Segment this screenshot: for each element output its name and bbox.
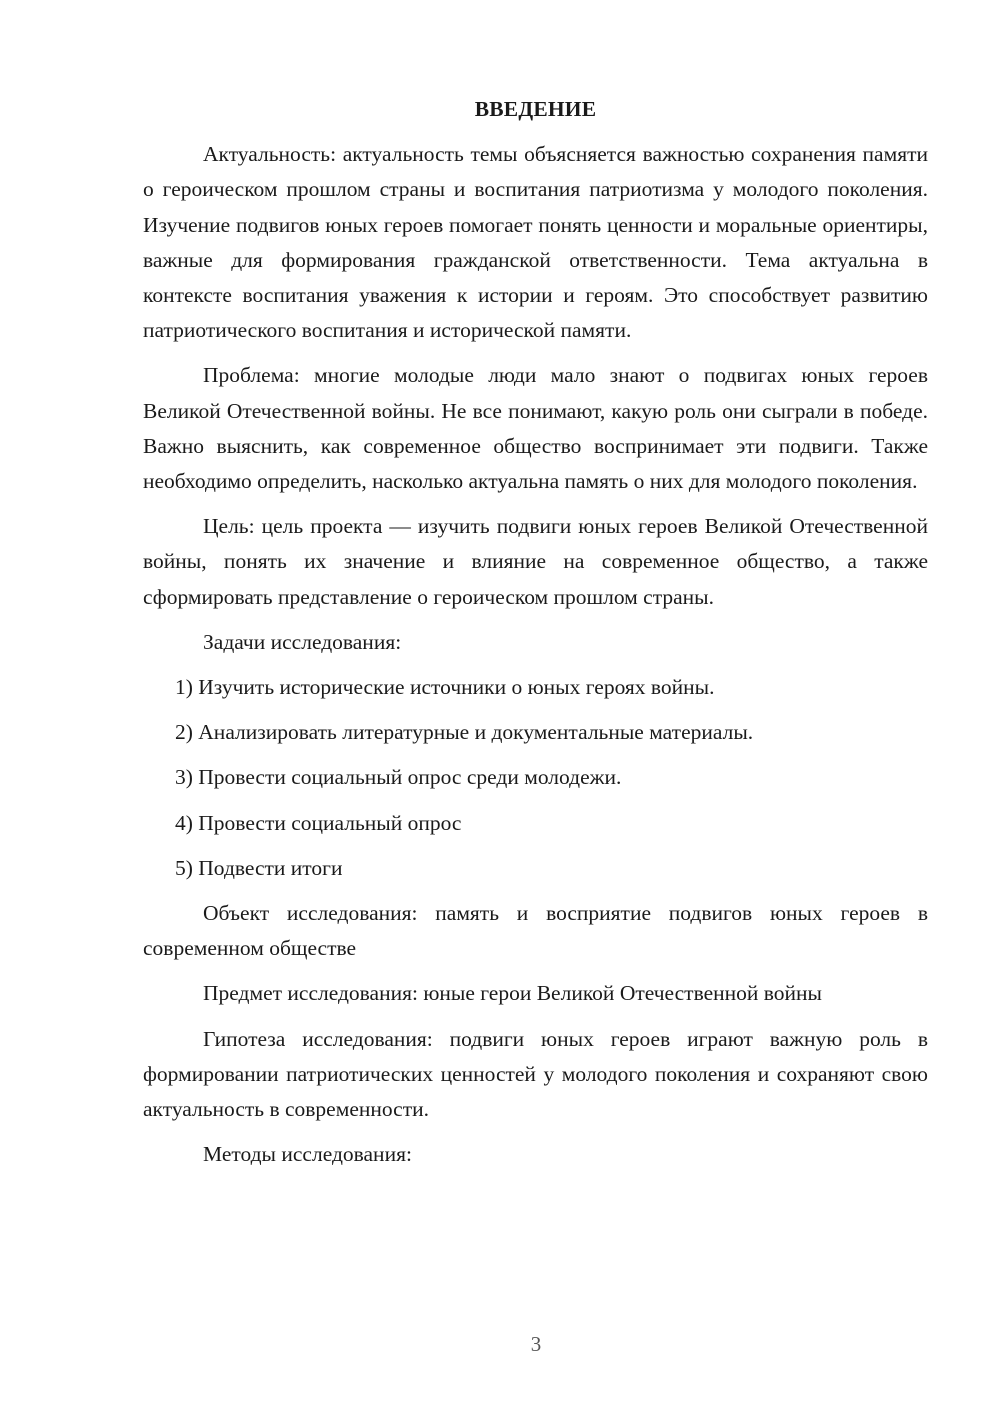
relevance-paragraph: Актуальность: актуальность темы объясняется важностью сохранения памяти о героическом прошлом страны и воспитания патриотизма у молодого поколения. Изучение подвигов юных героев помогает понять ценности и моральные ориентиры, важные для формирования гражданской ответственности. Тема актуальна в контексте воспитания уважения к истории и героям. Это способствует развитию патриотического воспитания и исторической памяти.	[143, 142, 928, 343]
hypothesis-paragraph: Гипотеза исследования: подвиги юных героев играют важную роль в формировании патриотических ценностей у молодого поколения и сохраняют свою актуальность в современности.	[143, 1026, 928, 1122]
object-paragraph: Объект исследования: память и восприятие подвигов юных героев в современном обществе	[143, 901, 928, 961]
tasks-list	[143, 670, 928, 886]
subject-paragraph: Предмет исследования: юные герои Великой Отечественной войны	[203, 981, 822, 1006]
section-title: ВВЕДЕНИЕ	[474, 97, 597, 121]
task-item: 2) Анализировать литературные и документальные материалы.	[175, 720, 754, 745]
task-item: 4) Провести социальный опрос	[175, 810, 462, 835]
task-item: 1) Изучить исторические источники о юных героях войны.	[175, 675, 715, 700]
tasks-heading: Задачи исследования:	[203, 629, 402, 654]
task-item: 3) Провести социальный опрос среди молодежи.	[175, 765, 622, 790]
goal-paragraph: Цель: цель проекта — изучить подвиги юных героев Великой Отечественной войны, понять их значение и влияние на современное общество, а также сформировать представление о героическом прошлом страны.	[143, 514, 928, 609]
methods-heading: Методы исследования:	[203, 1142, 412, 1167]
page-number: 3	[530, 1332, 542, 1356]
task-item: 5) Подвести итоги	[175, 855, 343, 880]
document-page	[143, 92, 928, 1182]
problem-paragraph: Проблема: многие молодые люди мало знают о подвигах юных героев Великой Отечественной войны. Не все понимают, какую роль они сыграли в победе. Важно выяснить, как современное общество воспринимает эти подвиги. Также необходимо определить, насколько актуальна память о них для молодого поколения.	[143, 363, 928, 494]
